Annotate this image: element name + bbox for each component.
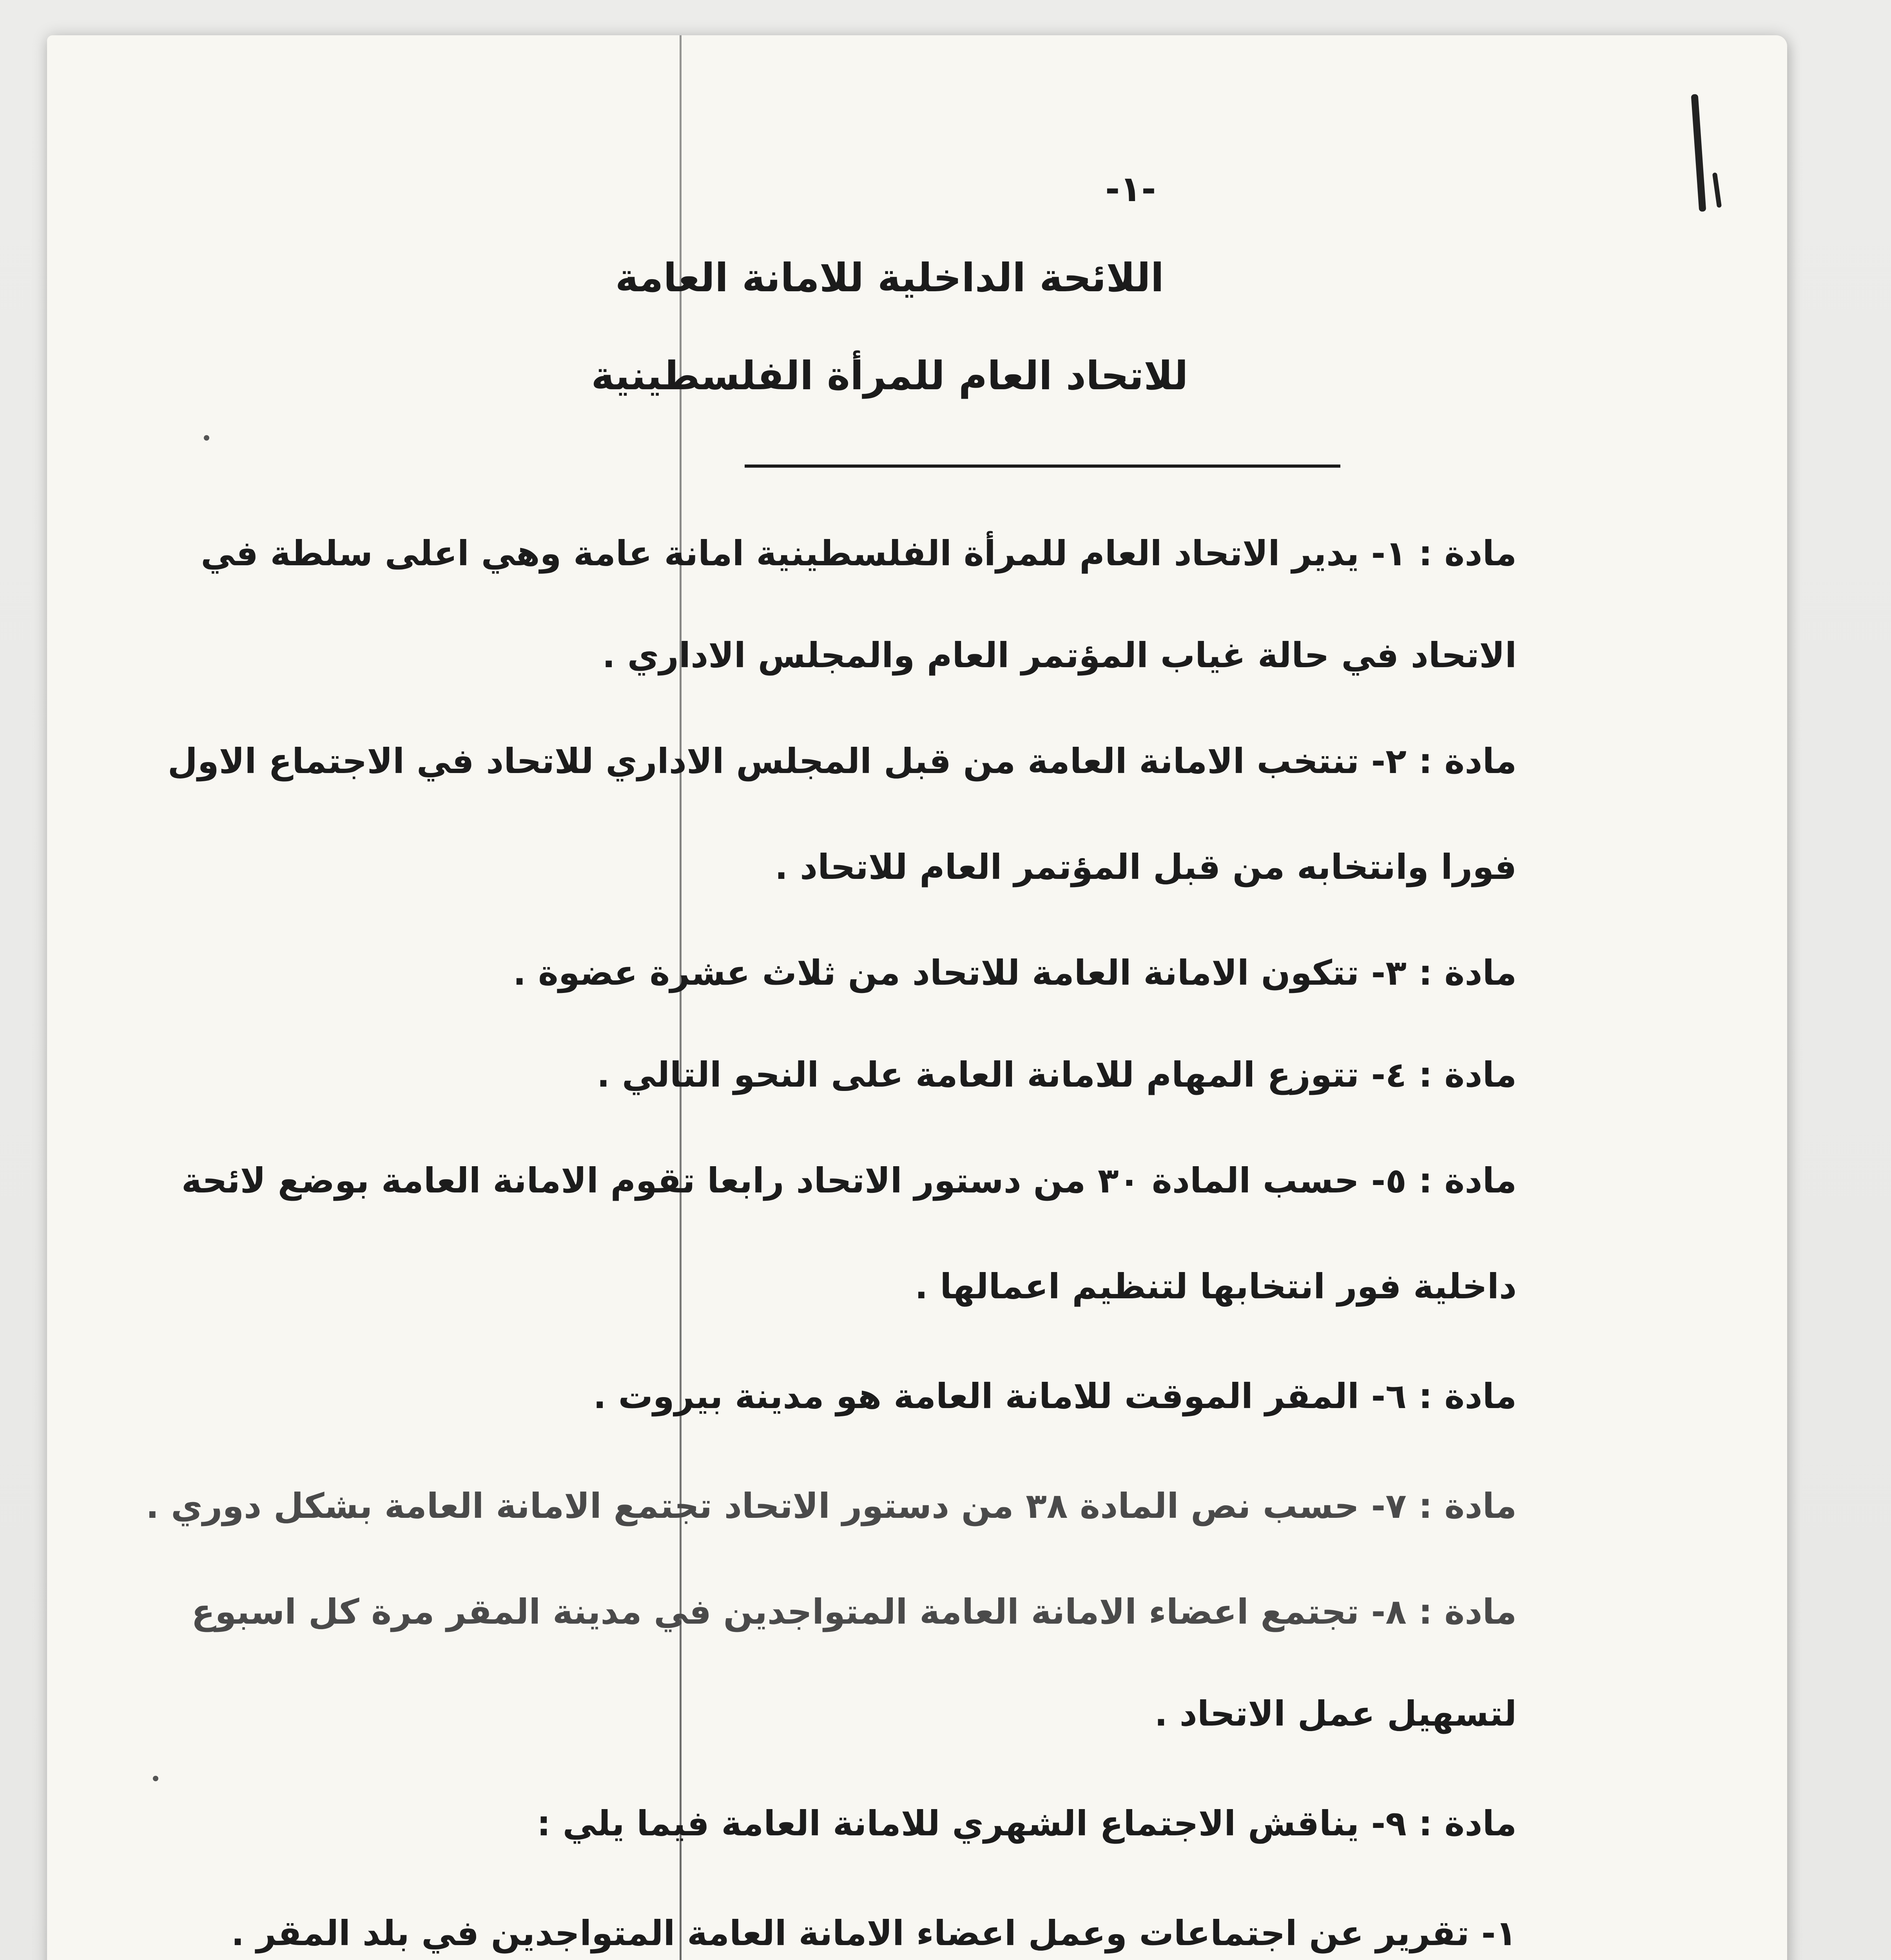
article-1-line-2: الاتحاد في حالة غياب المؤتمر العام والمجلس الاداري .	[602, 635, 1517, 675]
title-underline	[745, 465, 1340, 468]
article-7-line: مادة : ٧- حسب نص المادة ٣٨ من دستور الاتحاد تجتمع الامانة العامة بشكل دوري .	[146, 1486, 1517, 1526]
article-2-line-2: فورا وانتخابه من قبل المؤتمر العام للاتحاد .	[774, 847, 1517, 887]
article-8-line-2: لتسهيل عمل الاتحاد .	[1154, 1693, 1517, 1734]
article-3-line: مادة : ٣- تتكون الامانة العامة للاتحاد من ثلاث عشرة عضوة .	[513, 953, 1517, 993]
paper-speck	[204, 435, 209, 441]
fold-line	[680, 35, 682, 1960]
document-sheet	[47, 35, 1787, 1960]
document-title-line-2: للاتحاد العام للمرأة الفلسطينية	[591, 353, 1188, 399]
article-2-line-1: مادة : ٢- تنتخب الامانة العامة من قبل المجلس الاداري للاتحاد في الاجتماع الاول	[167, 741, 1517, 781]
article-9-line: مادة : ٩- يناقش الاجتماع الشهري للامانة العامة فيما يلي :	[537, 1803, 1517, 1844]
article-8-line-1: مادة : ٨- تجتمع اعضاء الامانة العامة المتواجدين في مدينة المقر مرة كل اسبوع	[191, 1592, 1517, 1632]
document-title-line-1: اللائحة الداخلية للامانة العامة	[615, 255, 1164, 301]
paper-speck	[153, 1776, 158, 1781]
article-4-line: مادة : ٤- تتوزع المهام للامانة العامة على النحو التالي .	[596, 1054, 1517, 1095]
page-number: -١-	[1105, 169, 1156, 210]
article-1-line-1: مادة : ١- يدير الاتحاد العام للمرأة الفلسطينية امانة عامة وهي اعلى سلطة في	[201, 533, 1517, 573]
edge-ink-mark-small	[1712, 172, 1722, 208]
article-5-line-1: مادة : ٥- حسب المادة ٣٠ من دستور الاتحاد رابعا تقوم الامانة العامة بوضع لائحة	[181, 1160, 1517, 1201]
article-5-line-2: داخلية فور انتخابها لتنظيم اعمالها .	[915, 1266, 1517, 1307]
article-9-item-1: ١- تقرير عن اجتماعات وعمل اعضاء الامانة العامة المتواجدين في بلد المقر .	[231, 1913, 1517, 1953]
edge-ink-mark	[1691, 94, 1706, 212]
article-6-line: مادة : ٦- المقر الموقت للامانة العامة هو مدينة بيروت .	[593, 1376, 1517, 1416]
